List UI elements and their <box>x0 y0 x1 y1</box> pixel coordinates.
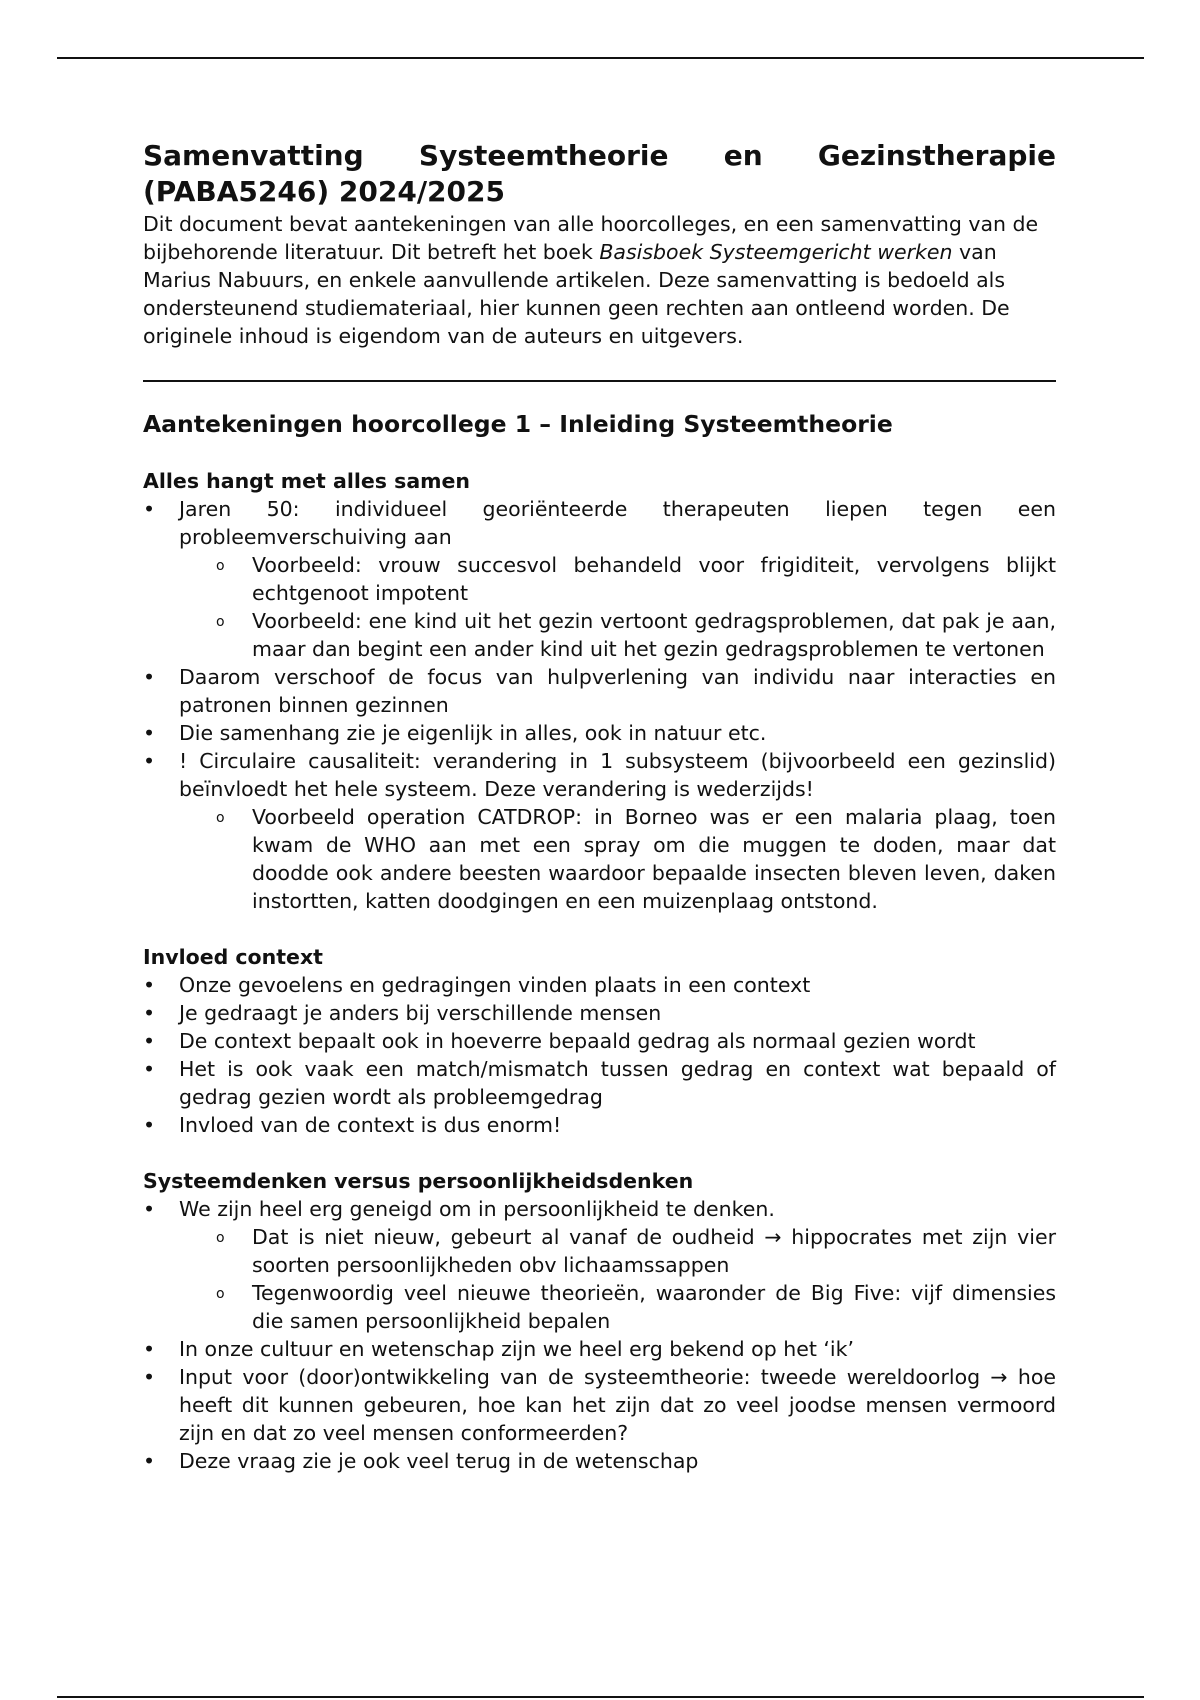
bullet-list-invloed-context <box>143 971 1056 1139</box>
list-item: • De context bepaalt ook in hoeverre bepaald gedrag als normaal gezien wordt <box>143 1027 1056 1055</box>
section-heading: Aantekeningen hoorcollege 1 – Inleiding Systeemtheorie <box>143 410 893 438</box>
intro-paragraph <box>143 210 1056 350</box>
bullet-list-systeemdenken <box>143 1195 1056 1475</box>
list-item: • Input voor (door)ontwikkeling van de systeemtheorie: tweede wereldoorlog → hoe heeft dit kunnen gebeuren, hoe kan het zijn dat zo veel joodse mensen vermoord zijn en dat zo veel mensen conformeerden? <box>143 1363 1056 1447</box>
page-top-rule <box>57 57 1144 59</box>
list-subitem: o Tegenwoordig veel nieuwe theorieën, waaronder de Big Five: vijf dimensies die samen persoonlijkheid bepalen <box>143 1279 1056 1335</box>
list-subitem: o Voorbeeld: vrouw succesvol behandeld voor frigiditeit, vervolgens blijkt echtgenoot impotent <box>143 551 1056 607</box>
intro-book-title: Basisboek Systeemgericht werken <box>599 240 953 264</box>
list-item: • Onze gevoelens en gedragingen vinden plaats in een context <box>143 971 1056 999</box>
list-item: • We zijn heel erg geneigd om in persoonlijkheid te denken. <box>143 1195 1056 1223</box>
page-bottom-rule <box>57 1696 1144 1698</box>
list-item: • ! Circulaire causaliteit: verandering in 1 subsysteem (bijvoorbeeld een gezinslid) beïnvloedt het hele systeem. Deze verandering is wederzijds! <box>143 747 1056 803</box>
list-item: • Die samenhang zie je eigenlijk in alles, ook in natuur etc. <box>143 719 1056 747</box>
subheading-alles-hangt-samen: Alles hangt met alles samen <box>143 469 471 493</box>
bullet-list-alles-hangt-samen <box>143 495 1056 915</box>
list-subitem: o Voorbeeld: ene kind uit het gezin vertoont gedragsproblemen, dat pak je aan, maar dan begint een ander kind uit het gezin gedragsproblemen te vertonen <box>143 607 1056 663</box>
document-body <box>143 138 1056 1475</box>
subheading-invloed-context: Invloed context <box>143 945 323 969</box>
list-item: • Jaren 50: individueel georiënteerde therapeuten liepen tegen een probleemverschuiving aan <box>143 495 1056 551</box>
subheading-systeemdenken: Systeemdenken versus persoonlijkheidsdenken <box>143 1169 694 1193</box>
document-title <box>143 138 1056 210</box>
title-line-1: Samenvatting Systeemtheorie en Gezinstherapie <box>143 139 1056 172</box>
list-item: • Deze vraag zie je ook veel terug in de wetenschap <box>143 1447 1056 1475</box>
list-item: • Invloed van de context is dus enorm! <box>143 1111 1056 1139</box>
intro-text-1: Dit document bevat aantekeningen van alle hoorcolleges, en een samenvatting van de bijbehorende literatuur. Dit betreft het boek <box>143 212 1039 264</box>
title-line-2: (PABA5246) 2024/2025 <box>143 175 505 208</box>
intro-text-2: van Marius Nabuurs, en enkele aanvullende artikelen. Deze samenvatting is bedoeld als ondersteunend studiemateriaal, hier kunnen geen rechten aan ontleend worden. De originele inhoud is eigendom van de auteurs en uitgevers. <box>143 240 1010 348</box>
list-item: • Je gedraagt je anders bij verschillende mensen <box>143 999 1056 1027</box>
list-subitem: o Voorbeeld operation CATDROP: in Borneo was er een malaria plaag, toen kwam de WHO aan met een spray om die muggen te doden, maar dat doodde ook andere beesten waardoor bepaalde insecten bleven leven, daken instortten, katten doodgingen en een muizenplaag ontstond. <box>143 803 1056 915</box>
list-subitem: o Dat is niet nieuw, gebeurt al vanaf de oudheid → hippocrates met zijn vier soorten persoonlijkheden obv lichaamssappen <box>143 1223 1056 1279</box>
list-item: • In onze cultuur en wetenschap zijn we heel erg bekend op het ‘ik’ <box>143 1335 1056 1363</box>
section-separator <box>143 380 1056 382</box>
list-item: • Daarom verschoof de focus van hulpverlening van individu naar interacties en patronen binnen gezinnen <box>143 663 1056 719</box>
list-item: • Het is ook vaak een match/mismatch tussen gedrag en context wat bepaald of gedrag gezien wordt als probleemgedrag <box>143 1055 1056 1111</box>
